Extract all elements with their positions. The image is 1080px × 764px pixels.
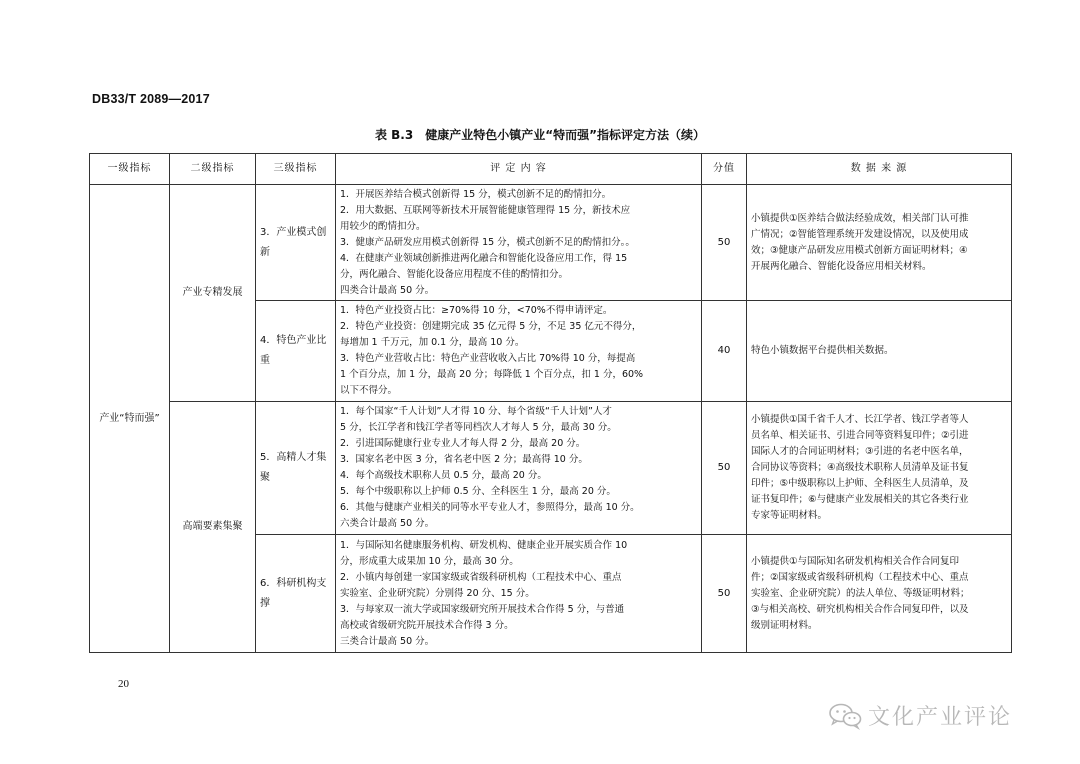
content-line: 分，两化融合、智能化设备应用程度不佳的酌情扣分。: [340, 268, 569, 280]
source-line: ③与相关高校、研究机构相关合作合同复印件，以及: [751, 603, 969, 615]
source-line: 实验室、企业研究院）的法人单位、等级证明材料；: [751, 587, 970, 599]
score-cell: 50: [702, 185, 747, 301]
header-level2: 二级指标: [170, 154, 256, 185]
content-line: 1．特色产业投资占比：≥70%得 10 分，<70%不得申请评定。: [340, 305, 613, 316]
content-line: 5 分，长江学者和钱江学者等同档次人才每人 5 分，最高 30 分。: [340, 422, 617, 433]
source-line: 件；②国家级或省级科研机构（工程技术中心、重点: [751, 571, 969, 583]
source-cell: [747, 402, 1012, 535]
content-line: 1．开展医养结合模式创新得 15 分，模式创新不足的酌情扣分。: [340, 188, 612, 200]
level3-cell: 6．科研机构支撑: [256, 535, 336, 653]
content-line: 5．每个中级职称以上护师 0.5 分、全科医生 1 分，最高 20 分。: [340, 486, 616, 497]
content-line: 1．每个国家“千人计划”人才得 10 分、每个省级“千人计划”人才: [340, 406, 612, 417]
content-line: 4．在健康产业领域创新推进两化融合和智能化设备应用工作，得 15: [340, 252, 628, 264]
header-row: [90, 154, 1012, 185]
content-line: 以下不得分。: [340, 385, 398, 396]
source-cell: [747, 301, 1012, 402]
content-line: 四类合计最高 50 分。: [340, 284, 435, 296]
content-line: 1 个百分点，加 1 分，最高 20 分；每降低 1 个百分点，扣 1 分，60%: [340, 369, 644, 380]
source-line: 小镇提供①国千省千人才、长江学者、钱江学者等人: [751, 414, 969, 425]
score-cell: 50: [702, 535, 747, 653]
header-level1: 一级指标: [90, 154, 170, 185]
header-content: 评 定 内 容: [336, 154, 702, 185]
content-line: 六类合计最高 50 分。: [340, 518, 435, 529]
document-code: DB33/T 2089—2017: [92, 92, 210, 106]
level2-cell: 产业专精发展: [170, 185, 256, 402]
source-cell: [747, 185, 1012, 301]
content-cell: [336, 402, 702, 535]
wechat-icon: [828, 702, 862, 730]
level3-cell: 3．产业模式创新: [256, 185, 336, 301]
content-line: 用较少的酌情扣分。: [340, 220, 426, 232]
level1-cell: 产业“特而强”: [90, 185, 170, 653]
source-line: 员名单、相关证书、引进合同等资料复印件；②引进: [751, 430, 969, 441]
header-level3: 三级指标: [256, 154, 336, 185]
content-line: 2．特色产业投资：创建期完成 35 亿元得 5 分，不足 35 亿元不得分，: [340, 321, 642, 332]
content-line: 高校或省级研究院开展技术合作得 3 分。: [340, 619, 514, 631]
content-line: 每增加 1 千万元，加 0.1 分，最高 10 分。: [340, 337, 525, 348]
table-title: 表 B.3 健康产业特色小镇产业“特而强”指标评定方法（续）: [374, 128, 705, 142]
content-line: 6．其他与健康产业相关的同等水平专业人才，参照得分，最高 10 分。: [340, 502, 640, 513]
table-row: [90, 185, 1012, 301]
content-line: 2．引进国际健康行业专业人才每人得 2 分，最高 20 分。: [340, 438, 586, 449]
content-line: 分，形成重大成果加 10 分，最高 30 分。: [340, 555, 519, 567]
source-line: 开展两化融合、智能化设备应用相关材料。: [751, 260, 932, 272]
content-line: 2．小镇内每创建一家国家级或省级科研机构（工程技术中心、重点: [340, 571, 622, 583]
content-line: 3．与每家双一流大学或国家级研究所开展技术合作得 5 分，与普通: [340, 603, 625, 615]
source-line: 级别证明材料。: [751, 619, 818, 631]
source-line: 证书复印件；⑥与健康产业发展相关的其它各类行业: [751, 494, 969, 505]
content-line: 2．用大数据、互联网等新技术开展智能健康管理得 15 分，新技术应: [340, 204, 631, 216]
watermark: [828, 700, 1012, 731]
source-line: 合同协议等资料；④高级技术职称人员清单及证书复: [751, 462, 969, 473]
score-cell: 50: [702, 402, 747, 535]
watermark-text: 文化产业评论: [868, 705, 1013, 730]
source-line: 效；③健康产品研发应用模式创新方面证明材料；④: [751, 244, 968, 256]
content-line: 三类合计最高 50 分。: [340, 635, 435, 647]
source-line: 特色小镇数据平台提供相关数据。: [751, 345, 894, 356]
content-cell: [336, 301, 702, 402]
level3-cell: 5．高精人才集聚: [256, 402, 336, 535]
header-score: 分值: [702, 154, 747, 185]
level2-cell: 高端要素集聚: [170, 402, 256, 653]
source-line: 国际人才的合同证明材料；③引进的名老中医名单，: [751, 446, 969, 457]
source-line: 小镇提供①与国际知名研发机构相关合作合同复印: [751, 555, 960, 567]
page-number: 20: [118, 678, 129, 690]
source-line: 广情况；②智能管理系统开发建设情况，以及使用成: [751, 228, 969, 240]
content-cell: [336, 535, 702, 653]
content-cell: [336, 185, 702, 301]
content-line: 4．每个高级技术职称人员 0.5 分，最高 20 分。: [340, 470, 547, 481]
table-row: [90, 402, 1012, 535]
source-cell: [747, 535, 1012, 653]
content-line: 实验室、企业研究院）分别得 20 分、15 分。: [340, 587, 535, 599]
content-line: 1．与国际知名健康服务机构、研发机构、健康企业开展实质合作 10: [340, 539, 628, 551]
header-source: 数 据 来 源: [747, 154, 1012, 185]
evaluation-table: [89, 153, 1012, 653]
score-cell: 40: [702, 301, 747, 402]
source-line: 专家等证明材料。: [751, 510, 828, 521]
source-line: 印件；⑤中级职称以上护师、全科医生人员清单，及: [751, 478, 969, 489]
content-line: 3．国家名老中医 3 分，省名老中医 2 分；最高得 10 分。: [340, 454, 588, 465]
level3-cell: 4．特色产业比重: [256, 301, 336, 402]
content-line: 3．特色产业营收占比：特色产业营收收入占比 70%得 10 分，每提高: [340, 353, 636, 364]
source-line: 小镇提供①医养结合做法经验成效，相关部门认可推: [751, 212, 969, 224]
content-line: 3．健康产品研发应用模式创新得 15 分，模式创新不足的酌情扣分。。: [340, 236, 635, 248]
